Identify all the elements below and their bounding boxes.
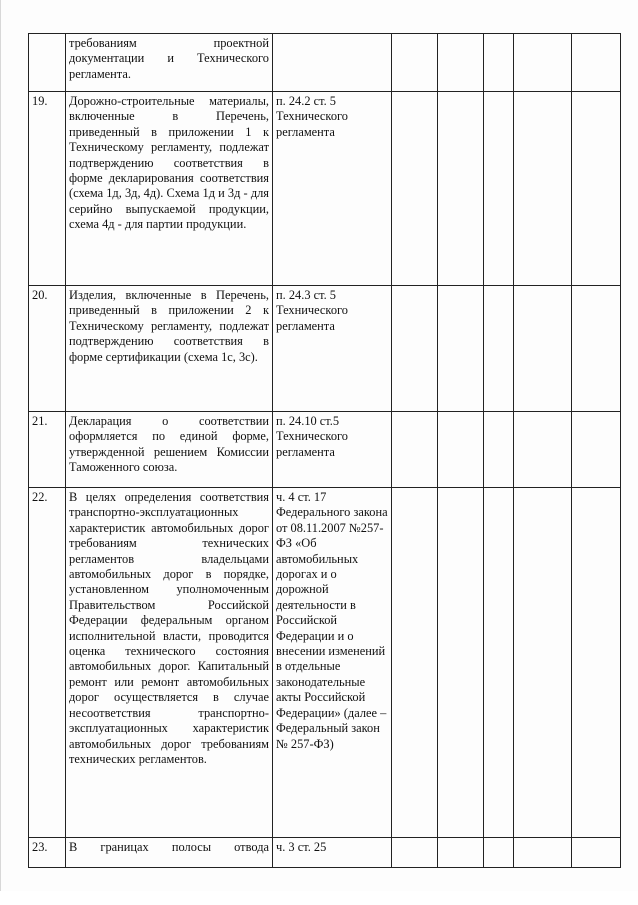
empty-cell <box>572 92 621 286</box>
empty-cell <box>438 286 484 412</box>
empty-cell <box>484 286 514 412</box>
row-number: 22. <box>29 488 66 838</box>
requirement-text: Изделия, включенные в Перечень, приведенный в приложении 2 к Техническому регламенту, подлежат подтверждению соответствия в форме сертификации (схема 1с, 3с). <box>66 286 273 412</box>
requirements-table <box>28 33 621 868</box>
legal-reference: п. 24.3 ст. 5 Технического регламента <box>273 286 392 412</box>
empty-cell <box>514 838 572 868</box>
empty-cell <box>514 34 572 92</box>
requirement-text: требованиям проектной документации и Технического регламента. <box>66 34 273 92</box>
empty-cell <box>392 34 438 92</box>
table-row <box>29 488 621 838</box>
table-row <box>29 412 621 488</box>
empty-cell <box>572 488 621 838</box>
requirement-text: Дорожно-строительные материалы, включенные в Перечень, приведенный в приложении 1 к Техническому регламенту, подлежат подтверждению соответствия в форме декларирования соответствия (схема 1д, 3д, 4д). Схема 1д и 3д - для серийно выпускаемой продукции, схема 4д - для партии продукции. <box>66 92 273 286</box>
empty-cell <box>484 488 514 838</box>
legal-reference: ч. 3 ст. 25 <box>273 838 392 868</box>
empty-cell <box>572 838 621 868</box>
empty-cell <box>514 286 572 412</box>
empty-cell <box>484 838 514 868</box>
row-number: 23. <box>29 838 66 868</box>
table-row <box>29 92 621 286</box>
legal-reference: п. 24.10 ст.5 Технического регламента <box>273 412 392 488</box>
row-number: 19. <box>29 92 66 286</box>
row-number: 21. <box>29 412 66 488</box>
requirement-text: В целях определения соответствия транспортно-эксплуатационных характеристик автомобильных дорог требованиям технических регламентов владельцами автомобильных дорог в порядке, установленном уполномоченным Правительством Российской Федерации федеральным органом исполнительной власти, проводится оценка технического состояния автомобильных дорог. Капитальный ремонт или ремонт автомобильных дорог осуществляется в случае несоответствия транспортно-эксплуатационных характеристик автомобильных дорог требованиям технических регламентов. <box>66 488 273 838</box>
scan-edge <box>0 0 1 905</box>
empty-cell <box>438 34 484 92</box>
legal-reference <box>273 34 392 92</box>
table-row <box>29 286 621 412</box>
legal-reference: ч. 4 ст. 17 Федерального закона от 08.11.2007 №257-ФЗ «Об автомобильных дорогах и о дорожной деятельности в Российской Федерации и о внесении изменений в отдельные законодательные акты Российской Федерации» (далее – Федеральный закон № 257-ФЗ) <box>273 488 392 838</box>
requirement-text: В границах полосы отвода <box>66 838 273 868</box>
empty-cell <box>514 412 572 488</box>
empty-cell <box>484 34 514 92</box>
empty-cell <box>392 838 438 868</box>
empty-cell <box>392 92 438 286</box>
requirement-text: Декларация о соответствии оформляется по единой форме, утвержденной решением Комиссии Таможенного союза. <box>66 412 273 488</box>
empty-cell <box>392 286 438 412</box>
empty-cell <box>438 838 484 868</box>
empty-cell <box>438 412 484 488</box>
empty-cell <box>438 92 484 286</box>
empty-cell <box>438 488 484 838</box>
empty-cell <box>572 286 621 412</box>
table-row <box>29 838 621 868</box>
row-number <box>29 34 66 92</box>
empty-cell <box>572 34 621 92</box>
empty-cell <box>392 488 438 838</box>
empty-cell <box>484 412 514 488</box>
empty-cell <box>514 92 572 286</box>
empty-cell <box>572 412 621 488</box>
empty-cell <box>484 92 514 286</box>
empty-cell <box>514 488 572 838</box>
page-bottom-margin <box>0 891 638 905</box>
row-number: 20. <box>29 286 66 412</box>
legal-reference: п. 24.2 ст. 5 Технического регламента <box>273 92 392 286</box>
empty-cell <box>392 412 438 488</box>
table-row <box>29 34 621 92</box>
